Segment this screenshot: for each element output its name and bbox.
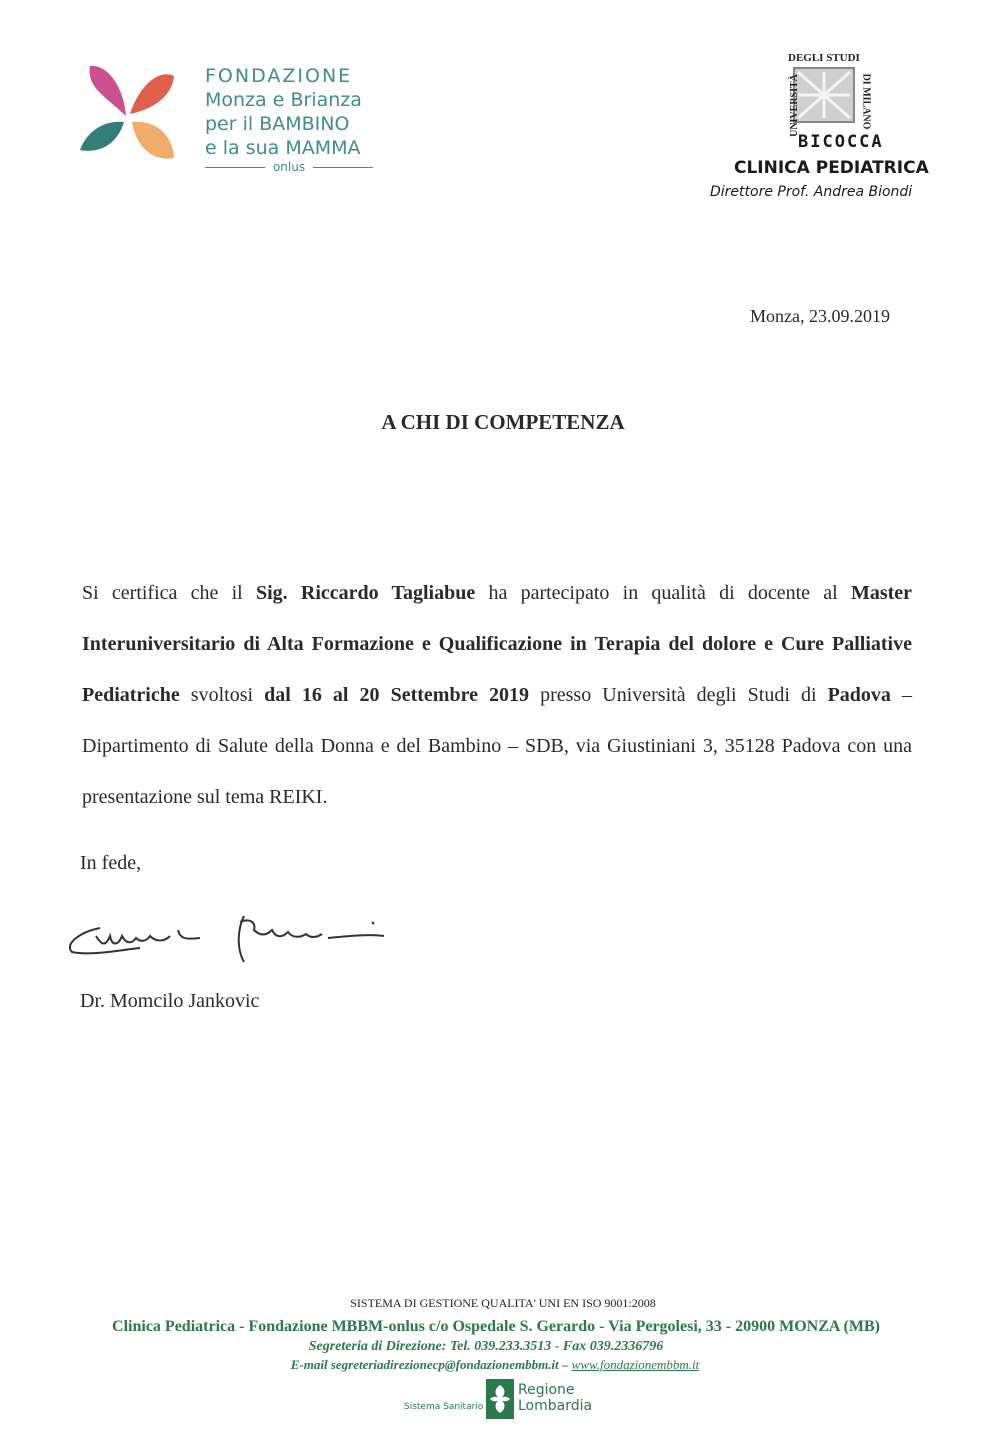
letter-date: Monza, 23.09.2019 <box>750 306 890 326</box>
divider <box>313 167 373 168</box>
body-text: Si certifica che il <box>82 582 256 604</box>
university-side-left: UNIVERSITÀ <box>788 74 800 137</box>
foundation-line3: per il BAMBINO <box>205 113 350 135</box>
regione-lombardia-text <box>518 1382 592 1414</box>
divider <box>205 167 265 168</box>
body-bold-city: Padova <box>827 684 891 706</box>
university-side-right: DI MILANO <box>860 73 872 130</box>
body-text: – Dipartimento di Salute della Donna e del Bambino – SDB, via Giustiniani 3, 35128 Padova con una presentazione sul tema REIKI. <box>82 684 912 808</box>
body-text: ha partecipato in qualità di docente al <box>475 582 851 604</box>
ssr-label: Sistema Sanitario <box>404 1402 484 1412</box>
foundation-onlus <box>205 160 373 174</box>
footer-quality: SISTEMA DI GESTIONE QUALITA' UNI EN ISO 9001:2008 <box>350 1296 656 1310</box>
university-name: BICOCCA <box>798 132 884 152</box>
region-line1: Regione <box>518 1382 575 1398</box>
body-bold-name: Sig. Riccardo Tagliabue <box>255 582 476 604</box>
foundation-name <box>205 64 362 160</box>
region-line2: Lombardia <box>518 1398 593 1414</box>
letter-closing: In fede, <box>80 852 142 874</box>
foundation-line2: Monza e Brianza <box>205 89 362 111</box>
clinic-name: CLINICA PEDIATRICA <box>734 158 929 178</box>
body-bold-master: Master Interuniversitario di Alta Formazione e Qualificazione in Terapia del dolore e Cure Palliative Pediatriche <box>82 582 913 706</box>
foundation-line4: e la sua MAMMA <box>205 137 361 159</box>
footer-address: Clinica Pediatrica - Fondazione MBBM-onlus c/o Ospedale S. Gerardo - Via Pergolesi, 33 - 20900 MONZA (MB) <box>112 1318 880 1335</box>
signer-name: Dr. Momcilo Jankovic <box>80 990 260 1012</box>
body-text: svoltosi <box>179 684 265 706</box>
regione-lombardia-logo-icon <box>486 1379 514 1419</box>
signature-icon <box>60 908 390 980</box>
onlus-label: onlus <box>272 160 306 174</box>
director-name: Direttore Prof. Andrea Biondi <box>710 184 913 200</box>
foundation-logo-icon <box>78 58 178 178</box>
footer-contacts <box>0 1357 990 1373</box>
footer-email: E-mail segreteriadirezionecp@fondazionembbm.it – <box>290 1357 569 1372</box>
letter-body <box>82 568 912 823</box>
footer-website-link[interactable]: www.fondazionembbm.it <box>571 1357 700 1372</box>
body-text: presso Università degli Studi di <box>529 684 828 706</box>
body-bold-dates: dal 16 al 20 Settembre 2019 <box>264 684 530 706</box>
university-top-text: DEGLI STUDI <box>788 52 860 64</box>
foundation-line1: FONDAZIONE <box>205 65 353 87</box>
letter-heading: A CHI DI COMPETENZA <box>381 410 625 434</box>
footer-phones: Segreteria di Direzione: Tel. 039.233.3513 - Fax 039.2336796 <box>308 1339 664 1354</box>
